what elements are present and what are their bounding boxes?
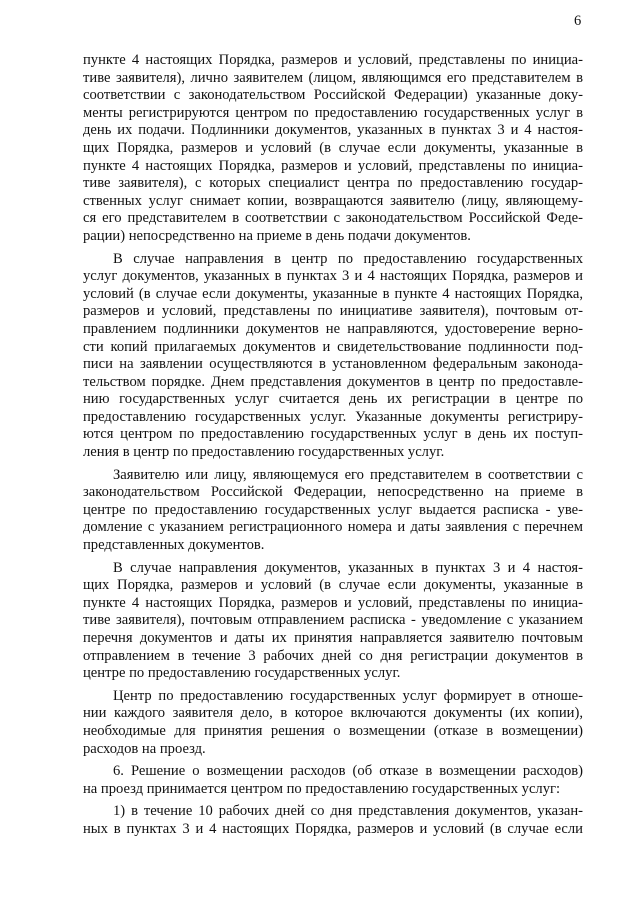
text-line: рации) непосредственно на приеме в день подачи документов. [83,227,471,244]
text-line: 6. Решение о возмещении расходов (об отказе в возмещении расходов) [113,763,583,780]
text-line: ления в центр по предоставлению государственных услуг. [83,444,445,461]
text-line: правлением подлинники документов не направляются, удостоверение верно- [83,320,583,337]
paragraph [83,467,583,555]
text-line: отправлением в течение 3 рабочих дней со дня регистрации документов в [83,647,583,664]
text-line: Центр по предоставлению государственных услуг формирует в отноше- [113,687,583,704]
text-line: ся его представителем в соответствии с законодательством Российской Феде- [83,210,583,227]
text-line: на проезд принимается центром по предоставлению государственных услуг: [83,780,561,797]
paragraph [83,688,583,758]
text-line: В случае направления документов, указанных в пунктах 3 и 4 настоя- [113,559,583,576]
text-line: предоставлению государственных услуг. Указанные документы регистриру- [83,408,583,425]
text-line: пункте 4 настоящих Порядка, размеров и условий, представлены по инициа- [83,52,583,68]
text-line: необходимые для принятия решения о возмещении (отказе в возмещении) [83,722,583,739]
text-line: услуг документов, указанных в пунктах 3 и 4 настоящих Порядка, размеров и [83,268,583,285]
paragraph [83,52,583,246]
text-line: законодательством Российской Федерации, непосредственно на приеме в [83,484,583,501]
text-line: щих Порядка, размеров и условий (в случае если документы, указанные в [83,139,583,156]
text-line: 1) в течение 10 рабочих дней со дня представления документов, указан- [113,803,583,820]
text-line: пункте 4 настоящих Порядка, размеров и условий, представлены по инициа- [83,594,583,611]
text-line: писи на заявлении осуществляются в установленном федеральным законода- [83,356,583,373]
text-line: ются центром по предоставлению государственных услуг в день их поступ- [83,426,583,443]
text-line: размеров и условий, представлены по инициативе заявителя), почтовым от- [83,303,583,320]
text-line: тельством порядке. Днем представления документов в центр по предоставле- [83,373,583,390]
paragraph [83,251,583,462]
text-line: В случае направления в центр по предоставлению государственных [113,250,583,267]
text-line: нию государственных услуг считается день их регистрации в центре по [83,391,583,408]
text-line: нии каждого заявителя дело, в которое включаются документы (их копии), [83,705,583,722]
document-body [83,52,583,844]
text-line: щих Порядка, размеров и условий (в случае если документы, указанные в [83,577,583,594]
text-line: Заявителю или лицу, являющемуся его представителем в соответствии с [113,466,583,483]
paragraph [83,560,583,683]
text-line: тиве заявителя), лично заявителем (лицом, являющимся его представителем в [83,69,583,86]
text-line: представленных документов. [83,537,265,554]
text-line: тиве заявителя), почтовым отправлением расписка - уведомление с указанием [83,612,583,629]
text-line: тиве заявителя), с которых специалист центра по предоставлению государ- [83,175,583,192]
text-line: менты регистрируются центром по предоставлению государственных услуг в [83,104,583,121]
text-line: центре по предоставлению государственных услуг выдается расписка - уве- [83,501,583,518]
text-line: пункте 4 настоящих Порядка, размеров и условий, представлены по инициа- [83,157,583,174]
text-line: ственных услуг снимает копии, возвращаются заявителю (лицу, являющему- [83,192,583,209]
text-line: условий (в случае если документы, указанные в пункте 4 настоящих Порядка, [83,285,583,302]
text-line: домление с указанием регистрационного номера и даты заявления с перечнем [83,519,583,536]
paragraph [83,763,583,798]
text-line: расходов на проезд. [83,740,206,757]
text-line: центре по предоставлению государственных услуг. [83,665,401,682]
page-number: 6 [574,13,582,29]
paragraph [83,803,583,838]
text-line: день их подачи. Подлинники документов, указанных в пунктах 3 и 4 настоя- [83,122,583,139]
text-line: сти копий прилагаемых документов и свидетельствование подлинности под- [83,338,583,355]
text-line: ных в пунктах 3 и 4 настоящих Порядка, размеров и условий (в случае если [83,820,583,837]
text-line: перечня документов и даты их принятия направляется заявителю почтовым [83,630,583,646]
text-line: соответствии с законодательством Российской Федерации) указанные доку- [83,87,583,104]
